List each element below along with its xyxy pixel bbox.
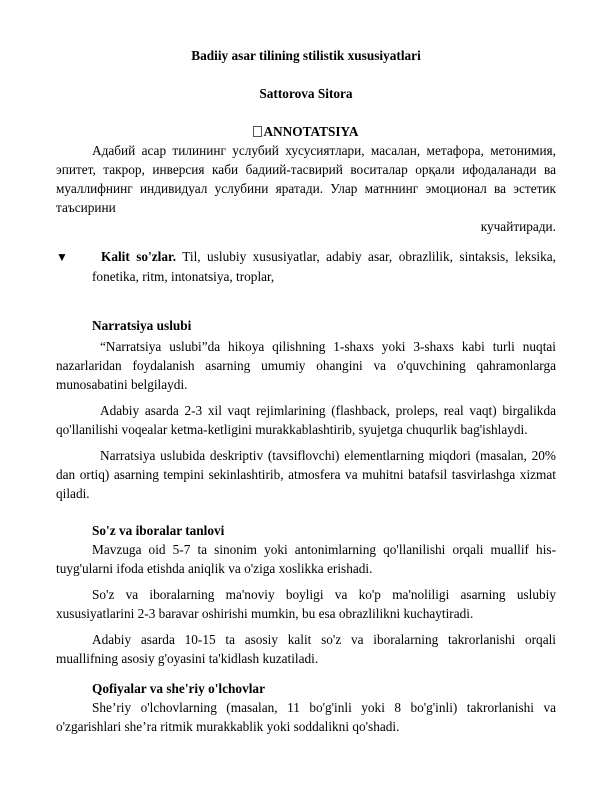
- section-heading-narration: Narratsiya uslubi: [92, 318, 192, 333]
- paragraph: So'z va iboralarning ma'noviy boyligi va ko'p ma'noliligi asarning uslubiy xususiyatlarini 2-3 baravar oshirishi mumkin, bu esa obrazlilikni kuchaytiradi.: [56, 587, 556, 621]
- keywords-text: Til, uslubiy xususiyatlar, adabiy asar, obrazlilik, sintaksis, leksika, fonetika, ritm, intonatsiya, troplar,: [92, 249, 556, 284]
- annotation-heading: [56, 122, 556, 141]
- paragraph: She’riy o'lchovlarning (masalan, 11 bo'g'inli yoki 8 bo'g'inli) takrorlanishi va o'zgarishlari she’ra ritmik murakkablik yoki soddalikni qo'shadi.: [56, 700, 556, 734]
- paragraph: Adabiy asarda 10-15 ta asosiy kalit so'z va iboralarning takrorlanishi orqali muallifning asosiy g'oyasini ta'kidlash kuzatiladi.: [56, 632, 556, 666]
- paragraph: “Narratsiya uslubi”da hikoya qilishning 1-shaxs yoki 3-shaxs kabi turli nuqtai nazarlaridan foydalanish asarning umumiy ohangini va o'quvchining qahramonlarga munosabatini belgilaydi.: [56, 339, 556, 392]
- paragraph: Mavzuga oid 5-7 ta sinonim yoki antonimlarning qo'llanilishi orqali muallif his-tuyg'ularni ifoda etishda aniqlik va o'ziga xoslikka erishadi.: [56, 542, 556, 576]
- section-heading-word-choice: So'z va iboralar tanlovi: [92, 523, 225, 538]
- annotation-text-line1: Адабий асар тилининг услубий хусусиятлари, масалан, метафора, метонимия, эпитет, такрор, инверсия каби бадиий-тасвирий воситалар орқали ифодаланади ва муаллифнинг индивидуал услубини яратади. Улар матннинг эмоционал ва эстетик таъсирини: [56, 143, 556, 215]
- keywords-label: Kalit so'zlar.: [101, 249, 177, 264]
- section-heading-rhymes: Qofiyalar va she'riy o'lchovlar: [92, 681, 265, 696]
- checkbox-glyph-icon: [253, 126, 262, 137]
- document-title: Badiiy asar tilining stilistik xususiyatlari: [191, 48, 421, 63]
- author-name: Sattorova Sitora: [259, 86, 353, 101]
- pin-icon: ▼: [56, 250, 68, 264]
- annotation-text: [56, 141, 556, 217]
- keywords-paragraph: [56, 247, 556, 286]
- annotation-heading-text: ANNOTATSIYA: [263, 124, 359, 139]
- annotation-text-end: кучайтиради.: [480, 219, 556, 234]
- paragraph: Adabiy asarda 2-3 xil vaqt rejimlarining (flashback, proleps, real vaqt) birgalikda qo'llanilishi voqealar ketma-ketligini murakkablashtirib, syujetga chuqurlik bag'ishlaydi.: [56, 403, 556, 437]
- paragraph: Narratsiya uslubida deskriptiv (tavsiflovchi) elementlarning miqdori (masalan, 20% dan ortiq) asarning tempini sekinlashtirib, atmosfera va muhitni batafsil tasvirlashga xizmat qiladi.: [56, 448, 556, 501]
